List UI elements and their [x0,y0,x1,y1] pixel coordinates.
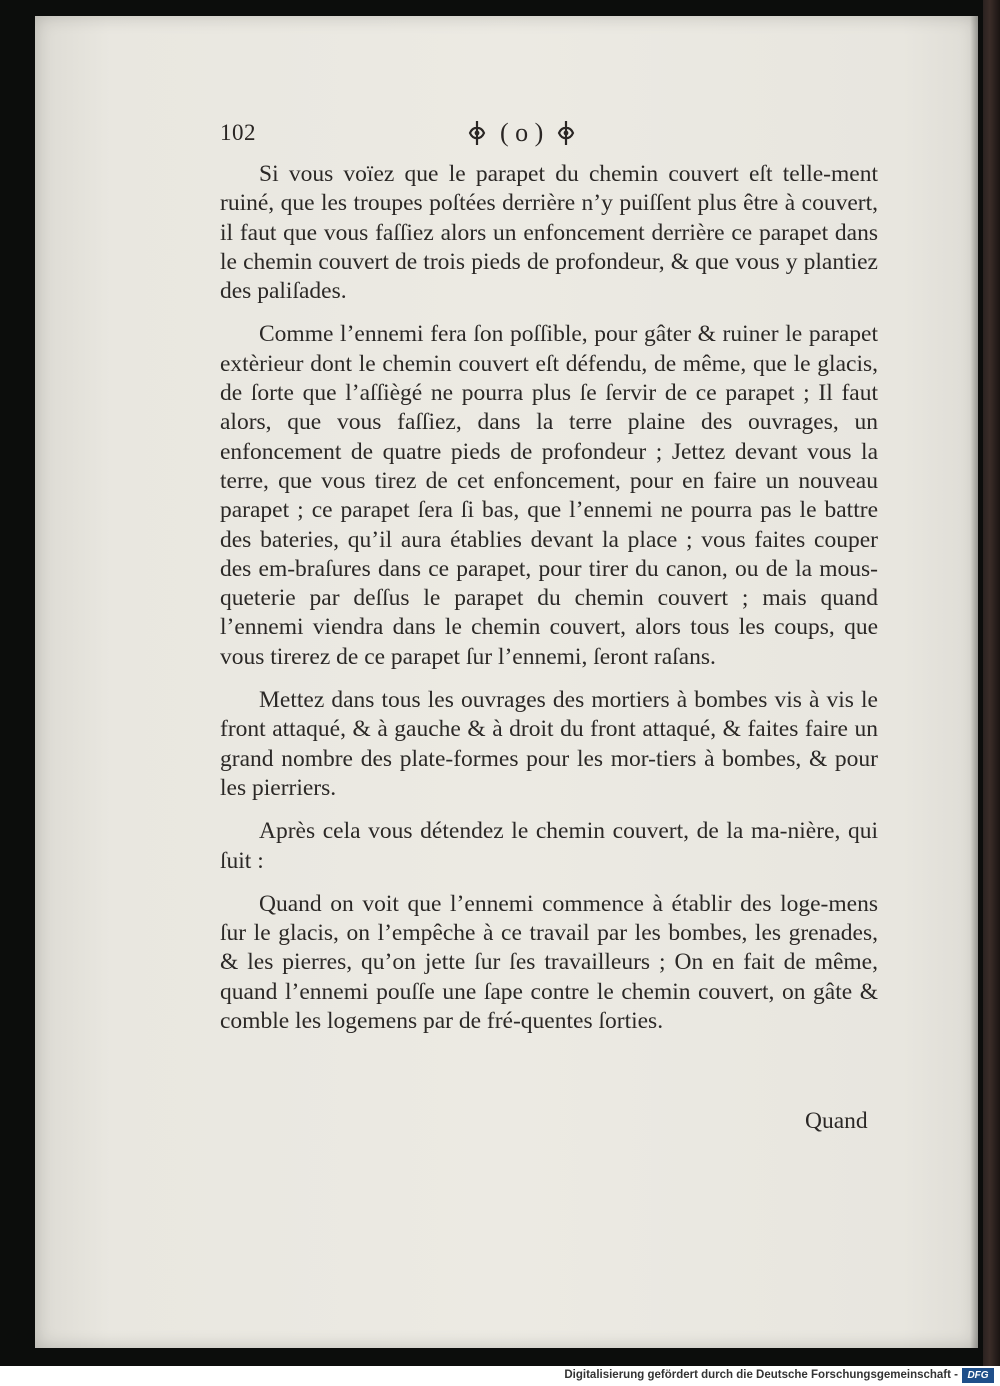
catchword: Quand [805,1108,868,1134]
funding-credit: Digitalisierung gefördert durch die Deutsche Forschungsgemeinschaft - [564,1369,958,1381]
paragraph-1: Si vous voïez que le parapet du chemin couvert eſt telle-ment ruiné, que les troupes poſtées derrière n’y puiſſent plus être à couvert, il faut que vous faſſiez alors un enfoncement derrière ce parapet dans le chemin couvert de trois pieds de profondeur, & que vous y plantiez des paliſades. [220,161,878,305]
page-body [220,160,878,1036]
book-cover-edge [983,0,1000,1366]
paragraph-3: Mettez dans tous les ouvrages des mortiers à bombes vis à vis le front attaqué, & à gauche & à droit du front attaqué, & faites faire un grand nombre des plate-formes pour les mor-tiers à bombes, & pour les pierriers. [220,687,878,801]
dfg-logo-icon[interactable]: DFG [962,1368,994,1383]
running-head [468,118,575,148]
paragraph-5: Quand on voit que l’ennemi commence à établir des loge-mens ſur le glacis, on l’empêche à ce travail par les bombes, les grenades, & les pierres, qu’on jette ſur ſes travailleurs ; On en fait de même, quand l’ennemi pouſſe une ſape contre le chemin couvert, on gâte & comble les logemens par de fré-quentes ſorties. [220,890,878,1035]
footer-bar [0,1366,1000,1386]
paragraph-2: Comme l’ennemi fera ſon poſſible, pour gâter & ruiner le parapet extèrieur dont le chemin couvert eſt défendu, de même, que le glacis, de ſorte que l’aſſiègé ne pourra plus ſe ſervir de ce parapet ; Il faut alors, que vous faſſiez, dans la terre plaine des ouvrages, un enfoncement de quatre pieds de profondeur ; Jettez devant vous la terre, que vous tirez de cet enfoncement, pour en faire un nouveau parapet ; ce parapet ſera ſi bas, que l’ennemi ne pourra pas le battre des bateries, qu’il aura établies devant la place ; vous faites couper des em-braſures dans ce parapet, pour tirer du canon, ou de la mous-queterie par deſſus le parapet du chemin couvert ; mais quand l’ennemi viendra dans le chemin couvert, alors tous les coups, que vous tirerez de ce parapet ſur l’ennemi, ſeront raſans. [220,321,878,670]
running-head-text: ( o ) [500,118,544,147]
fleuron-icon [468,120,486,146]
page-number: 102 [220,120,256,145]
page-header [220,118,876,158]
fleuron-icon [557,120,575,146]
paragraph-4: Après cela vous détendez le chemin couvert, de la ma-nière, qui ſuit : [220,818,878,874]
